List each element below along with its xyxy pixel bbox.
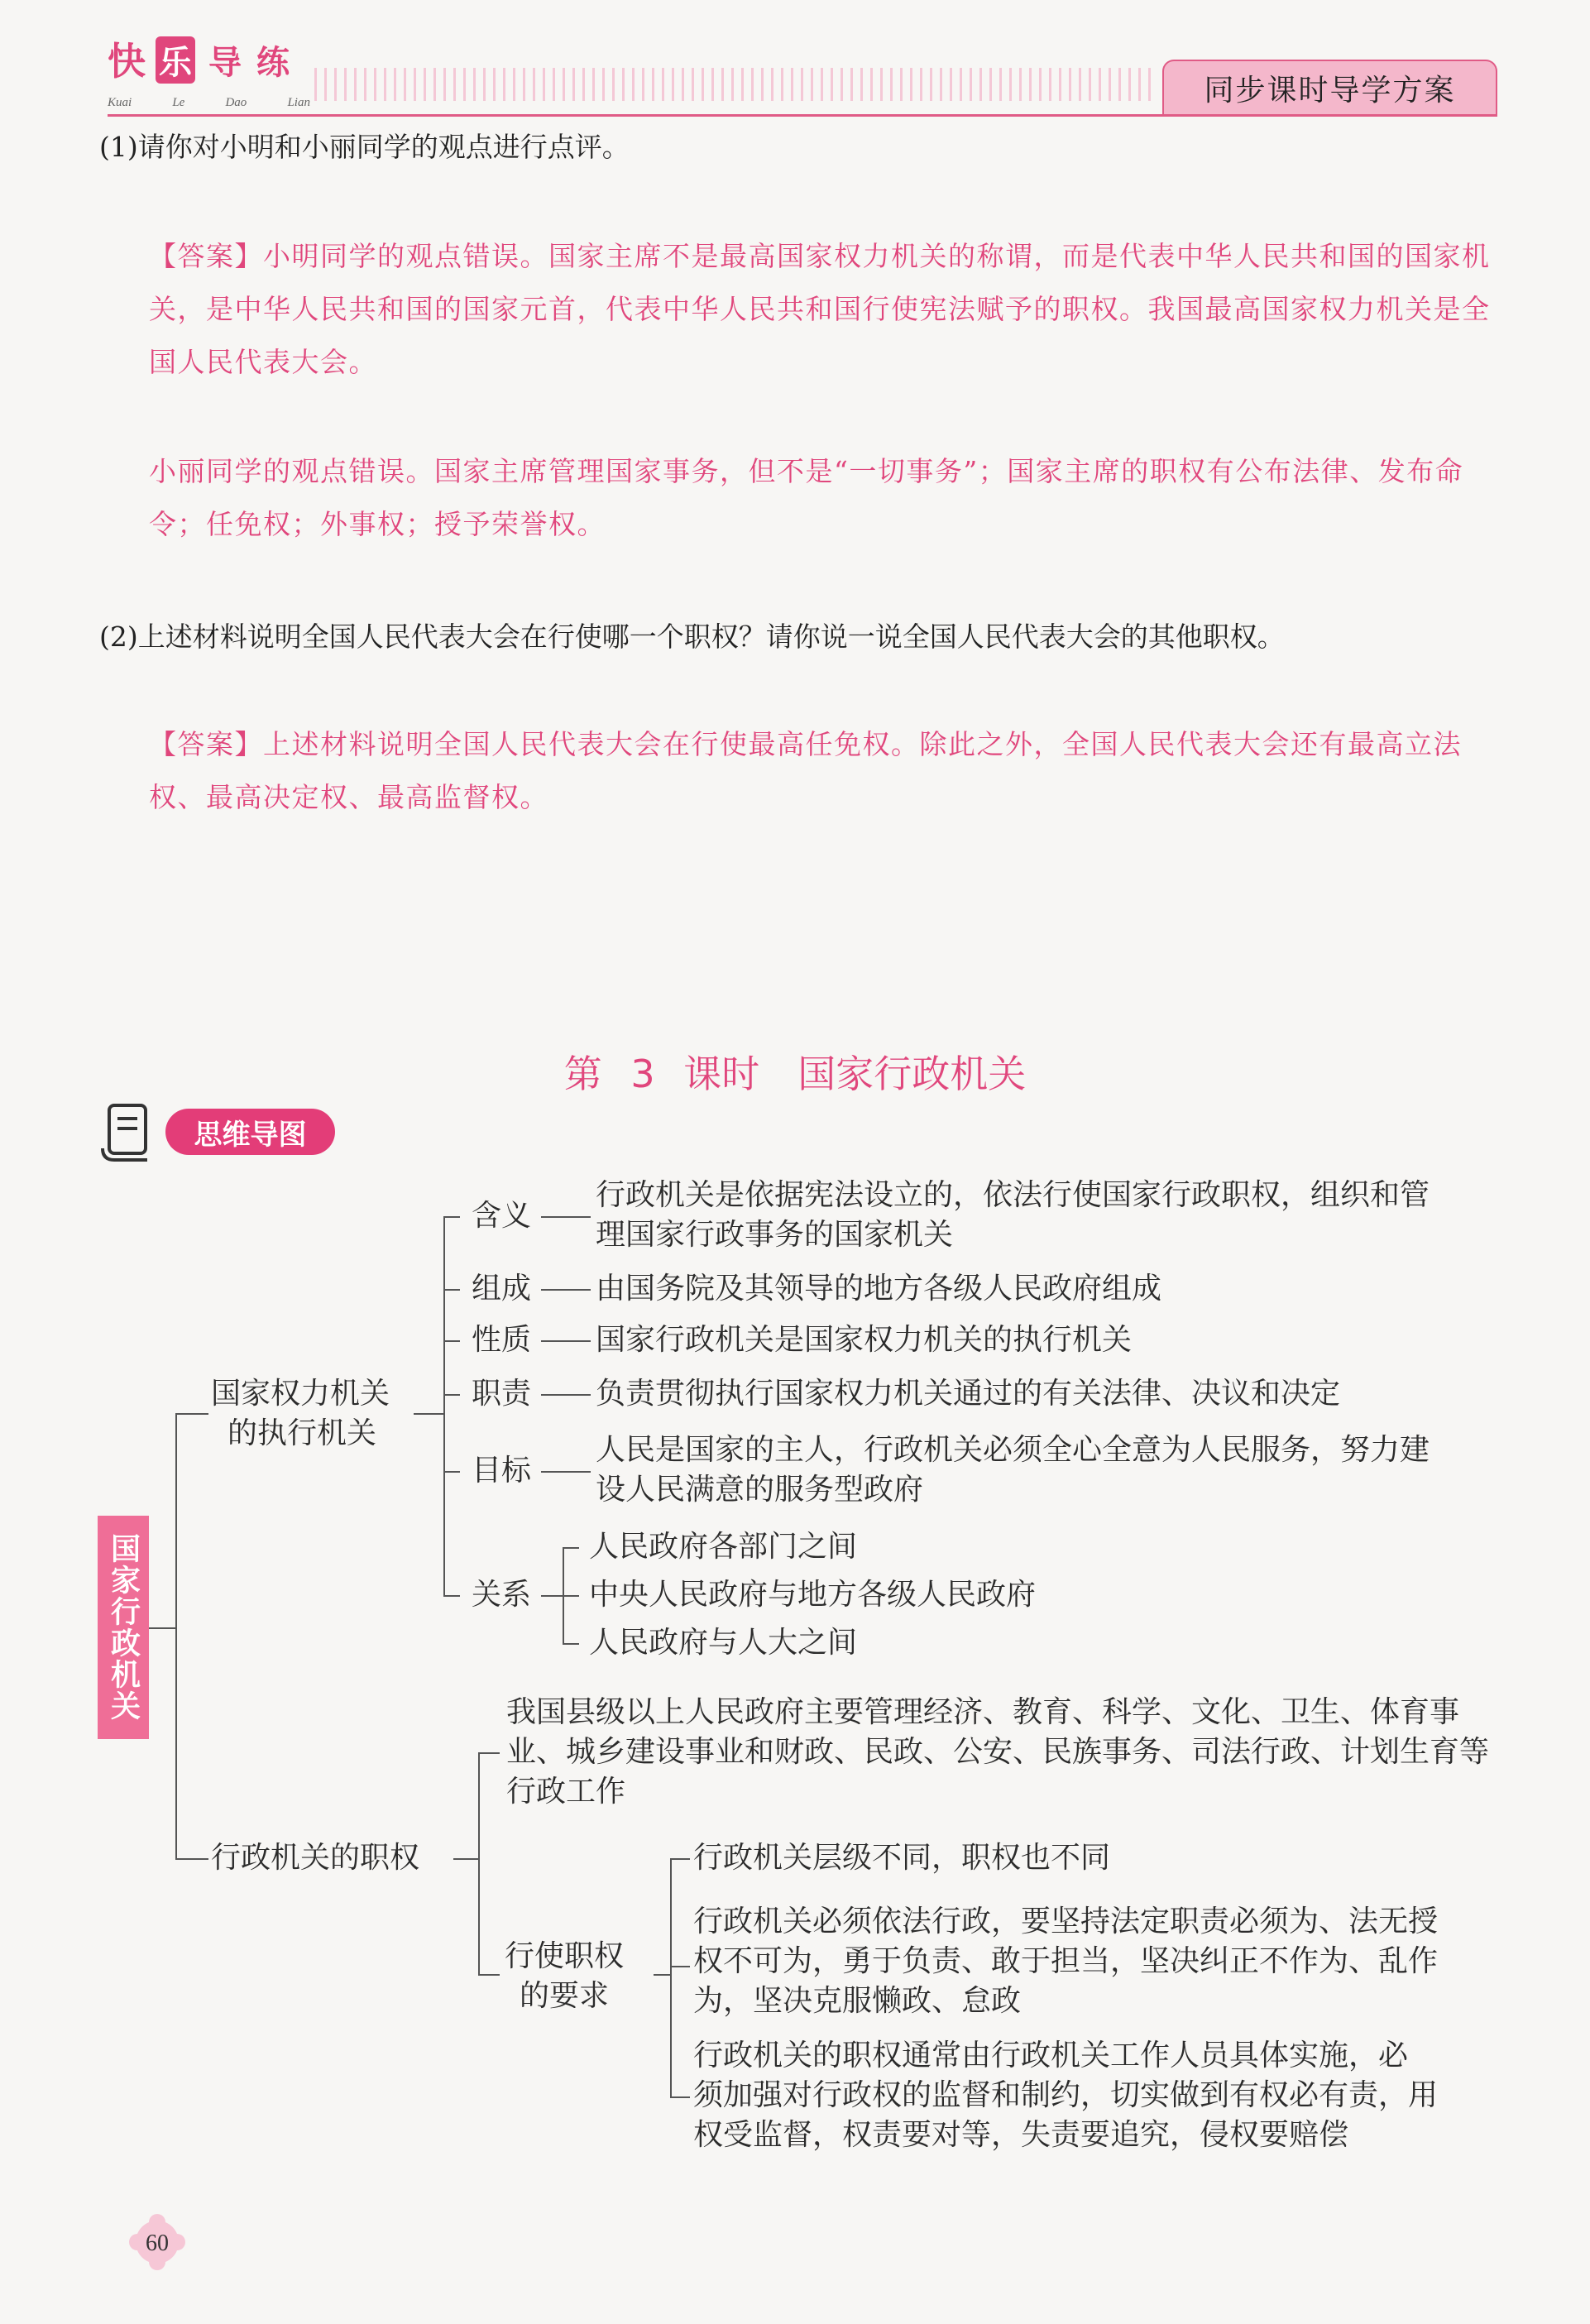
answer-2: 【答案】上述材料说明全国人民代表大会在行使最高任免权。除此之外，全国人民代表大会还有最高立法权、最高决定权、最高监督权。 — [149, 728, 1462, 813]
connector — [453, 1858, 478, 1860]
header-tab: 同步课时导学方案 — [1162, 60, 1497, 114]
header-decoration — [314, 68, 1158, 101]
branch-2-label: 行政机关的职权 — [211, 1841, 420, 1875]
connector — [541, 1394, 591, 1396]
connector — [149, 1627, 175, 1629]
branch-1-label-line-2: 的执行机关 — [227, 1416, 377, 1450]
key-meaning: 含义 — [472, 1199, 532, 1233]
header-rule — [108, 114, 1497, 117]
connector — [478, 1974, 500, 1976]
connector — [541, 1216, 591, 1218]
connector — [670, 1858, 690, 1860]
requirement-3-line-2: 须加强对行政权的监督和制约，切实做到有权必有责，用 — [693, 2078, 1439, 2112]
key-goal: 目标 — [472, 1454, 532, 1488]
connector — [443, 1394, 460, 1396]
connector — [478, 1752, 480, 1976]
connector — [443, 1216, 460, 1218]
page-number: 60 — [146, 2231, 169, 2256]
relation-item-2: 中央人民政府与地方各级人民政府 — [589, 1578, 1037, 1612]
goal-line-1: 人民是国家的主人，行政机关必须全心全意为人民服务，努力建 — [596, 1433, 1430, 1467]
connector — [443, 1289, 460, 1291]
connector — [443, 1595, 460, 1597]
answer-1-part-2: 小丽同学的观点错误。国家主席管理国家事务，但不是“一切事务”；国家主席的职权有公布法律、发布命令；任免权；外事权；授予荣誉权。 — [149, 455, 1464, 540]
duty-text: 负责贯彻执行国家权力机关通过的有关法律、决议和决定 — [596, 1377, 1341, 1411]
relation-item-3: 人民政府与人大之间 — [589, 1626, 858, 1660]
mindmap-badge: 思维导图 — [165, 1109, 335, 1155]
connector — [443, 1216, 445, 1597]
branch-1-label-line-1: 国家权力机关 — [211, 1377, 390, 1411]
key-duty: 职责 — [472, 1377, 532, 1411]
requirement-1: 行政机关层级不同，职权也不同 — [693, 1841, 1111, 1875]
pinyin-4: Lian — [287, 96, 310, 109]
connector — [654, 1974, 670, 1976]
connector — [541, 1595, 563, 1597]
connector — [541, 1340, 591, 1342]
scope-line-2: 业、城乡建设事业和财政、民政、公安、民族事务、司法行政、计划生育等 — [506, 1735, 1490, 1769]
requirement-2-line-3: 为，坚决克服懒政、怠政 — [693, 1984, 1022, 2018]
nature-text: 国家行政机关是国家权力机关的执行机关 — [596, 1323, 1133, 1357]
connector — [175, 1858, 208, 1860]
scope-line-1: 我国县级以上人民政府主要管理经济、教育、科学、文化、卫生、体育事 — [506, 1695, 1460, 1729]
requirement-2-line-1: 行政机关必须依法行政，要坚持法定职责必须为、法无授 — [693, 1905, 1439, 1938]
requirement-2-line-2: 权不可为，勇于负责、敢于担当，坚决纠正不作为、乱作 — [693, 1944, 1439, 1978]
requirement-3-line-3: 权受监督，权责要对等，失责要追究，侵权要赔偿 — [693, 2118, 1349, 2152]
logo-char-2: 乐 — [156, 36, 195, 84]
logo-pinyin — [108, 96, 310, 110]
question-1: (1)请你对小明和小丽同学的观点进行点评。 — [99, 131, 630, 163]
connector — [563, 1595, 579, 1597]
mindmap-root: 国家行政机关 — [98, 1516, 149, 1739]
connector — [670, 1966, 690, 1967]
page-number-flower — [124, 2209, 190, 2275]
requirement-3-line-1: 行政机关的职权通常由行政机关工作人员具体实施，必 — [693, 2039, 1409, 2072]
connector — [670, 2096, 690, 2098]
answer-1-part-1: 【答案】小明同学的观点错误。国家主席不是最高国家权力机关的称谓，而是代表中华人民共和国的国家机关，是中华人民共和国的国家元首，代表中华人民共和国行使宪法赋予的职权。我国最高国家权力机关是全国人民代表大会。 — [149, 240, 1491, 378]
key-nature: 性质 — [472, 1323, 532, 1357]
connector — [414, 1413, 443, 1415]
meaning-line-2: 理国家行政事务的国家机关 — [596, 1218, 954, 1252]
connector — [443, 1340, 460, 1342]
pinyin-2: Le — [172, 96, 185, 109]
logo-char-3: 导 — [208, 44, 242, 82]
composition-text: 由国务院及其领导的地方各级人民政府组成 — [596, 1272, 1162, 1306]
lesson-title: 第 3 课时 国家行政机关 — [563, 1052, 1027, 1096]
logo-char-4: 练 — [256, 44, 290, 82]
connector — [443, 1471, 460, 1473]
req-label-line-1: 行使职权 — [505, 1939, 625, 1973]
logo-char-1: 快 — [108, 39, 146, 84]
key-composition: 组成 — [472, 1272, 532, 1306]
connector — [175, 1413, 177, 1860]
pinyin-3: Dao — [225, 96, 247, 109]
connector — [670, 1858, 672, 2098]
key-relation: 关系 — [472, 1578, 532, 1612]
connector — [478, 1752, 500, 1754]
scope-line-3: 行政工作 — [506, 1775, 626, 1809]
question-2: (2)上述材料说明全国人民代表大会在行使哪一个职权？请你说一说全国人民代表大会的其他职权。 — [99, 621, 1285, 653]
req-label-line-2: 的要求 — [520, 1979, 610, 2013]
meaning-line-1: 行政机关是依据宪法设立的，依法行使国家行政职权，组织和管 — [596, 1178, 1430, 1212]
connector — [563, 1643, 579, 1645]
notebook-icon — [98, 1100, 156, 1165]
connector — [175, 1413, 208, 1415]
connector — [563, 1547, 579, 1549]
connector — [541, 1471, 591, 1473]
goal-line-2: 设人民满意的服务型政府 — [596, 1473, 924, 1507]
connector — [541, 1289, 591, 1291]
pinyin-1: Kuai — [108, 96, 132, 109]
relation-item-1: 人民政府各部门之间 — [589, 1530, 858, 1564]
